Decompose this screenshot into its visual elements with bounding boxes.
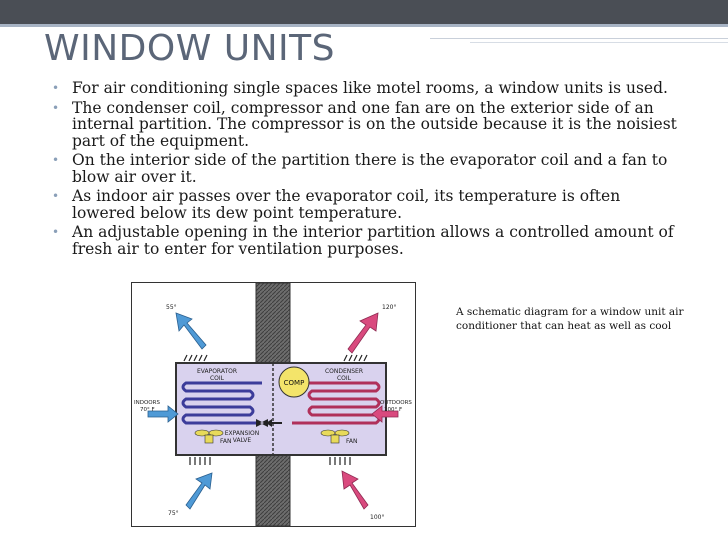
decorative-line [470, 42, 728, 43]
evaporator-sub-label: COIL [209, 375, 225, 382]
window-unit-diagram [131, 282, 416, 527]
indoors-temp: 70° F [140, 407, 155, 413]
expansion-label: EXPANSION [224, 430, 260, 437]
bullet-item: • For air conditioning single spaces like motel rooms, a window units is used. [48, 80, 688, 97]
fan-left-label: FAN [220, 438, 232, 445]
bullet-item: • On the interior side of the partition there is the evaporator coil and a fan to blow air over it. [48, 152, 688, 185]
return-temp: 75° [168, 510, 179, 517]
decorative-line [430, 38, 728, 39]
outdoors-label: OUTDOORS [380, 400, 412, 406]
louver-bottom-left [190, 457, 210, 465]
louver-bottom-right [330, 457, 350, 465]
title-bar [0, 0, 728, 24]
compressor-label: COMP [283, 379, 305, 387]
bullet-item: • The condenser coil, compressor and one fan are on the exterior side of an internal partition. The compressor is on the outside because it is the noisiest part of the equipment. [48, 100, 688, 150]
evaporator-label: EVAPORATOR [196, 368, 238, 375]
supply-air-arrow [176, 313, 206, 349]
supply-temp: 55° [166, 304, 177, 311]
valve-label: VALVE [232, 437, 252, 444]
condenser-label: CONDENSER [324, 368, 364, 375]
accent-line [0, 24, 728, 27]
wall-upper [256, 283, 290, 363]
bullet-item: • As indoor air passes over the evaporator coil, its temperature is often lowered below its dew point temperature. [48, 188, 688, 221]
slide-title: WINDOW UNITS [44, 28, 335, 69]
outdoors-temp: 100° F [384, 407, 403, 413]
louver-right [344, 355, 367, 361]
outdoor-in-temp: 100° [370, 514, 385, 521]
louver-left [184, 355, 207, 361]
wall-lower [256, 455, 290, 526]
exhaust-air-arrow [348, 313, 378, 353]
diagram-caption: A schematic diagram for a window unit air conditioner that can heat as well as cool [456, 306, 684, 332]
condenser-sub-label: COIL [336, 375, 352, 382]
fan-right-label: FAN [346, 438, 358, 445]
indoors-label: INDOORS [134, 400, 160, 406]
exhaust-temp: 120° [382, 304, 397, 311]
outdoor-intake-arrow [342, 471, 368, 509]
bullet-list [48, 80, 688, 260]
bullet-item: • An adjustable opening in the interior partition allows a controlled amount of fresh air to enter for ventilation purposes. [48, 224, 688, 257]
return-air-arrow [186, 473, 212, 509]
